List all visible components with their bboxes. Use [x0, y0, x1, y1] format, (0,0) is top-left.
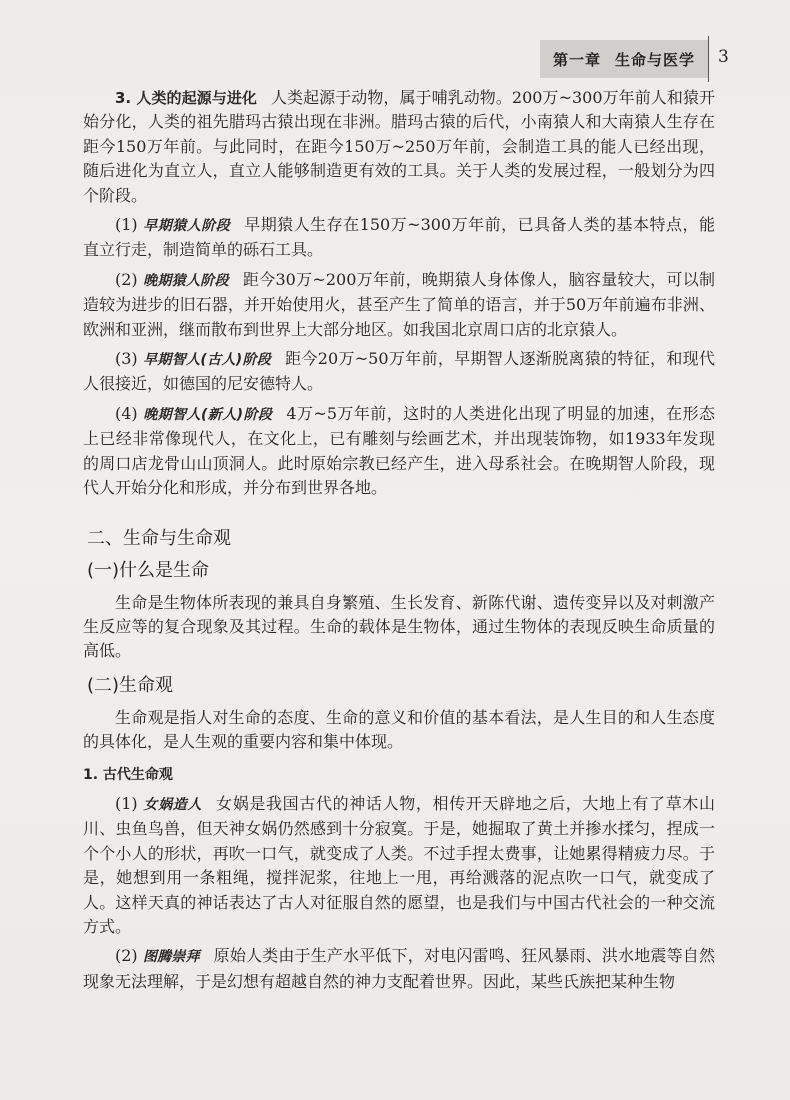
- paragraph-stage-3: [83, 347, 715, 397]
- chapter-number: 第一章: [552, 50, 601, 69]
- origin-label: 3. 人类的起源与进化: [115, 89, 257, 107]
- stage-4-label: 晚期智人(新人)阶段: [143, 406, 273, 423]
- page-body: [83, 86, 715, 994]
- nuwa-text: 女娲是我国古代的神话人物，相传开天辟地之后，大地上有了草木山川、虫鱼鸟兽，但天神女娲仍然感到十分寂寞。于是，她掘取了黄土并掺水揉匀，捏成一个个小人的形状，再吹一口气，就变成了人类。不过手捏太费事，让她累得精疲力尽。于是，她想到用一条粗绳，搅拌泥浆，往地上一甩，再给溅落的泥点吹一口气，就变成了人。这样天真的神话表达了古人对征服自然的愿望，也是我们与中国古代社会的一种交流方式。: [83, 793, 715, 936]
- stage-4-number: (4): [115, 403, 138, 423]
- header-divider: [708, 36, 709, 82]
- stage-1-label: 早期猿人阶段: [143, 218, 231, 235]
- paragraph-stage-1: [83, 213, 715, 263]
- stage-2-number: (2): [115, 269, 138, 289]
- subheading-what-is-life: (一)什么是生命: [87, 559, 210, 581]
- section-heading-life-view: 二、生命与生命观: [87, 527, 231, 549]
- stage-2-label: 晚期猿人阶段: [143, 272, 229, 289]
- paragraph-life-view: 生命观是指人对生命的态度、生命的意义和价值的基本看法，是人生目的和人生态度的具体化，是人生观的重要内容和集中体现。: [83, 707, 715, 752]
- nuwa-label: 女娲造人: [143, 796, 203, 813]
- page-number: 3: [718, 47, 729, 67]
- stage-3-text: 距今20万~50万年前，早期智人逐渐脱离猿的特征，和现代人很接近，如德国的尼安德特人。: [83, 349, 715, 394]
- stage-1-number: (1): [115, 215, 138, 235]
- stage-1-text: 早期猿人生存在150万~300万年前，已具备人类的基本特点，能直立行走，制造简单的砾石工具。: [83, 215, 715, 260]
- paragraph-nuwa: [83, 792, 715, 939]
- totem-text: 原始人类由于生产水平低下，对电闪雷鸣、狂风暴雨、洪水地震等自然现象无法理解，于是幻想有超越自然的神力支配着世界。因此，某些氏族把某种生物: [83, 946, 715, 991]
- chapter-title: 生命与医学: [615, 50, 696, 69]
- totem-label: 图腾崇拜: [142, 949, 200, 966]
- paragraph-totem: [83, 944, 715, 994]
- stage-4-text: 4万~5万年前，这时的人类进化出现了明显的加速，在形态上已经非常像现代人，在文化上，已有雕刻与绘画艺术，并出现装饰物，如1933年发现的周口店龙骨山山顶洞人。此时原始宗教已经产生，进入母系社会。在晚期智人阶段，现代人开始分化和形成，并分布到世界各地。: [83, 403, 715, 498]
- running-header: [540, 40, 708, 78]
- totem-number: (2): [115, 946, 138, 966]
- heading-ancient-life-view: 1. 古代生命观: [83, 766, 173, 783]
- paragraph-origin: [83, 86, 715, 208]
- nuwa-number: (1): [115, 793, 138, 813]
- paragraph-stage-2: [83, 268, 715, 342]
- stage-3-number: (3): [115, 349, 138, 369]
- origin-text: 人类起源于动物，属于哺乳动物。200万~300万年前人和猿开始分化，人类的祖先腊玛古猿出现在非洲。腊玛古猿的后代，小南猿人和大南猿人生存在距今150万年前。与此同时，在距今150万~250万年前，会制造工具的能人已经出现，随后进化为直立人，直立人能够制造更有效的工具。关于人类的发展过程，一般划分为四个阶段。: [83, 88, 715, 205]
- stage-3-label: 早期智人(古人)阶段: [143, 352, 272, 369]
- subheading-life-view: (二)生命观: [87, 674, 174, 696]
- paragraph-stage-4: [83, 402, 715, 501]
- paragraph-what-is-life: 生命是生物体所表现的兼具自身繁殖、生长发育、新陈代谢、遗传变异以及对刺激产生反应等的复合现象及其过程。生命的载体是生物体，通过生物体的表现反映生命质量的高低。: [83, 592, 715, 661]
- stage-2-text: 距今30万~200万年前，晚期猿人身体像人，脑容量较大，可以制造较为进步的旧石器，并开始使用火，甚至产生了简单的语言，并于50万年前遍布非洲、欧洲和亚洲，继而散布到世界上大部分地区。如我国北京周口店的北京猿人。: [83, 269, 715, 339]
